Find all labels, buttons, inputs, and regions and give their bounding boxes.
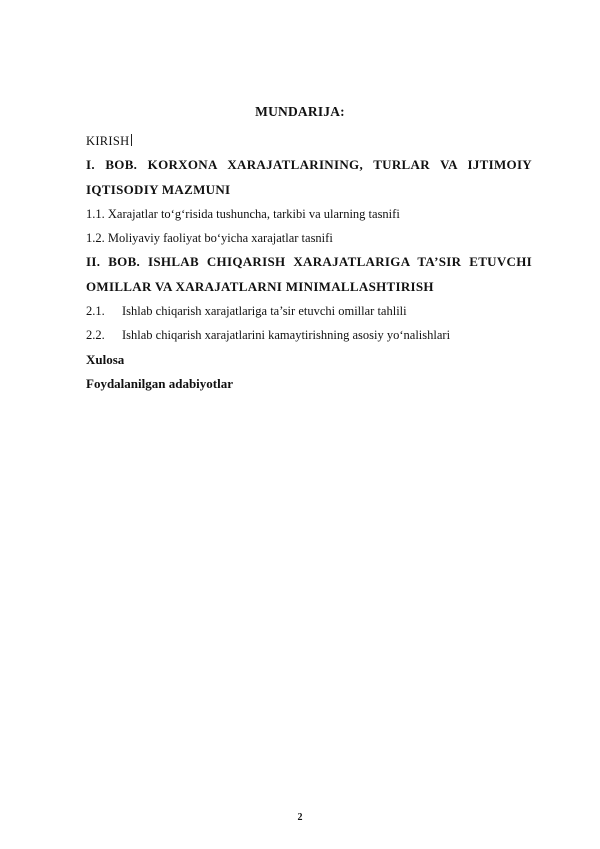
text-cursor: [131, 134, 132, 146]
toc-intro-label: KIRISH: [86, 134, 130, 148]
table-of-contents: [86, 132, 532, 399]
toc-section-number: 2.1.: [86, 304, 105, 319]
toc-item-references: Foydalanilgan adabiyotlar: [86, 375, 233, 391]
toc-chapter-2-line-1: II. BOB. ISHLAB CHIQARISH XARAJATLARIGA TA’SIR ETUVCHI: [86, 254, 532, 270]
toc-section-text: Ishlab chiqarish xarajatlarini kamaytirishning asosiy yo‘nalishlari: [122, 328, 451, 343]
toc-section-text: Ishlab chiqarish xarajatlariga ta’sir etuvchi omillar tahlili: [122, 304, 407, 319]
toc-section-number: 2.2.: [86, 328, 105, 343]
toc-section-1-1: 1.1. Xarajatlar to‘g‘risida tushuncha, tarkibi va ularning tasnifi: [86, 206, 400, 221]
toc-item-intro: [86, 132, 532, 156]
toc-section-1-2: 1.2. Moliyaviy faoliyat bo‘yicha xarajatlar tasnifi: [86, 231, 333, 246]
toc-chapter-2-line-2: OMILLAR VA XARAJATLARNI MINIMALLASHTIRISH: [86, 278, 434, 294]
toc-section-2-1: [86, 302, 532, 326]
toc-chapter-1-line-1: I. BOB. KORXONA XARAJATLARINING, TURLAR VA IJTIMOIY: [86, 157, 532, 173]
page-title: MUNDARIJA:: [255, 104, 345, 119]
toc-item-conclusion: Xulosa: [86, 351, 125, 367]
toc-chapter-1-line-2: IQTISODIY MAZMUNI: [86, 181, 231, 197]
toc-section-2-2: [86, 326, 532, 350]
page-number: 2: [297, 812, 303, 823]
